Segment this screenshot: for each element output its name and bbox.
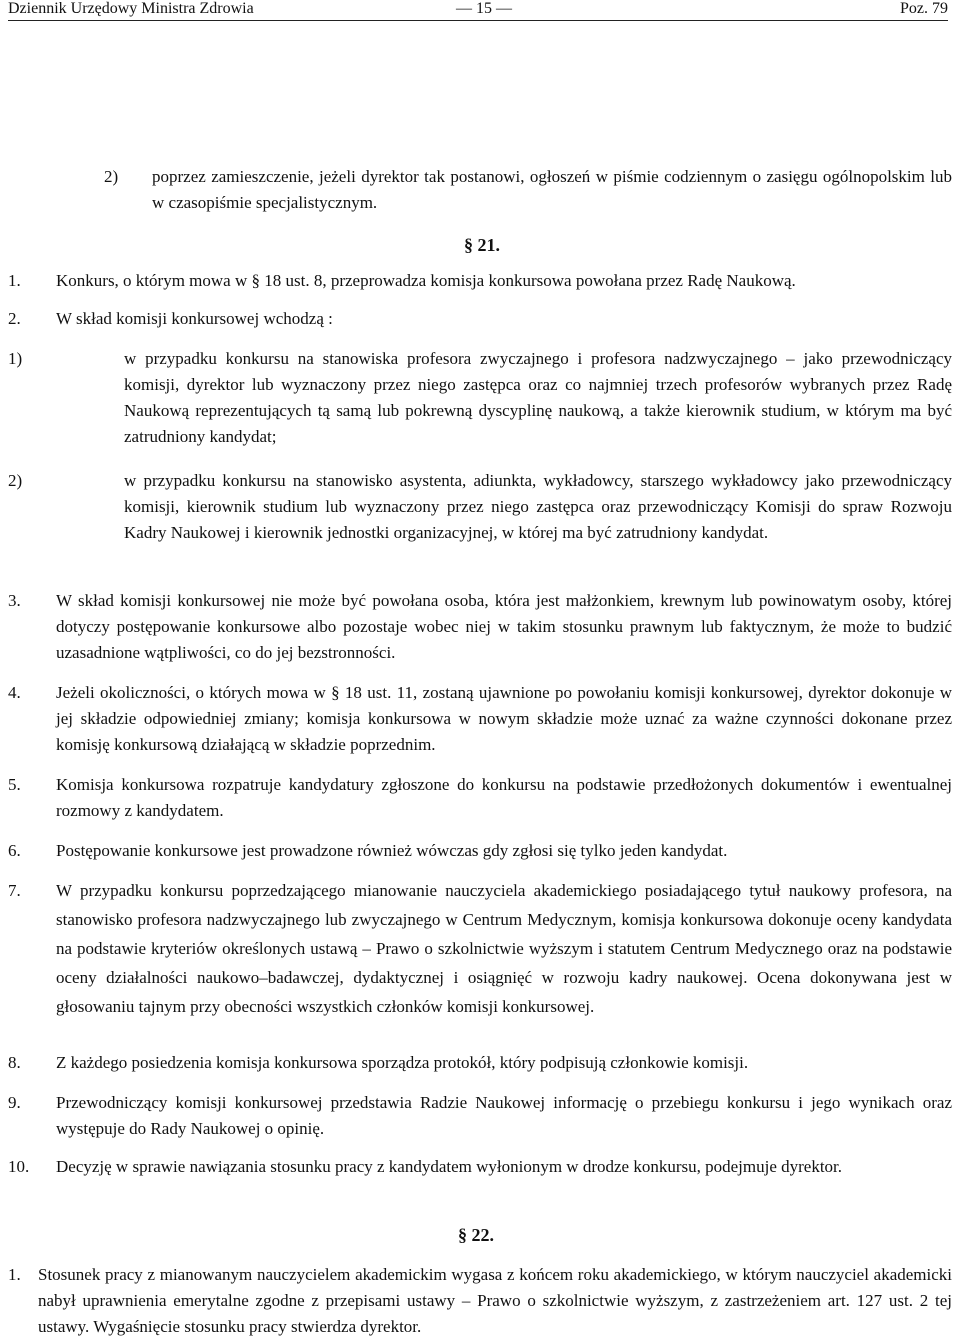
para-text: Jeżeli okoliczności, o których mowa w § 18 ust. 11, zostaną ujawnione po powołaniu komisji konkursowej, dyrektor dokonuje w jej składzie odpowiedniej zmiany; komisja konkursowa w nowym składzie może uznać za ważne czynności dokonane przez komisję konkursową działającą w składzie poprzednim.	[56, 683, 952, 754]
para-text: W skład komisji konkursowej nie może być powołana osoba, która jest małżonkiem, krewnym lub powinowatym osoby, której dotyczy postępowanie konkursowe albo pozostaje wobec niej w takim stosunku prawnym lub faktycznym, że może to budzić uzasadnione wątpliwości, co do jej bezstronności.	[56, 591, 952, 662]
para-number: 8.	[8, 1053, 21, 1072]
position-number: Poz. 79	[900, 0, 948, 17]
para-number: 6.	[8, 841, 21, 860]
section-22-heading: § 22.	[458, 1225, 494, 1245]
section-21-heading: § 21.	[464, 235, 500, 255]
para-number: 5.	[8, 775, 21, 794]
para-text: W przypadku konkursu poprzedzającego mianowanie nauczyciela akademickiego posiadającego tytuł naukowy profesora, na stanowisko profesora nadzwyczajnego lub zwyczajnego w Centrum Medycznym, komisja konkursowa dokonuje oceny kandydata na podstawie kryteriów określonych ustawą – Prawo o szkolnictwie wyższym i statutem Centrum Medycznego oraz na podstawie oceny działalności naukowo–badawczej, dydaktycznej i osiągnięć w rozwoju kadry naukowej. Ocena dokonywana jest w głosowaniu tajnym przy obecności wszystkich członków komisji konkursowej.	[56, 881, 952, 1016]
para-number: 9.	[8, 1093, 21, 1112]
running-header	[8, 0, 948, 22]
para-number: 10.	[8, 1157, 30, 1176]
para-number: 4.	[8, 683, 21, 702]
para-number: 1.	[8, 1265, 21, 1284]
para-text: Przewodniczący komisji konkursowej przedstawia Radzie Naukowej informację o przebiegu konkursu i jego wynikach oraz występuje do Rady Naukowej o opinię.	[56, 1093, 952, 1138]
para-number: 3.	[8, 591, 21, 610]
list-number: 2)	[8, 471, 23, 490]
para-text: Decyzję w sprawie nawiązania stosunku pracy z kandydatem wyłonionym w drodze konkursu, podejmuje dyrektor.	[56, 1157, 843, 1176]
page-number: — 15 —	[456, 0, 512, 17]
journal-title: Dziennik Urzędowy Ministra Zdrowia	[8, 0, 254, 17]
para-text: Z każdego posiedzenia komisja konkursowa sporządza protokół, który podpisują członkowie komisji.	[56, 1053, 749, 1072]
list-number: 1)	[8, 349, 23, 368]
para-text: Postępowanie konkursowe jest prowadzone również wówczas gdy zgłosi się tylko jeden kandydat.	[56, 841, 728, 860]
para-number: 1.	[8, 271, 21, 290]
para-number: 2.	[8, 309, 21, 328]
list-text: w przypadku konkursu na stanowiska profesora zwyczajnego i profesora nadzwyczajnego – jako przewodniczący komisji, dyrektor lub wyznaczony przez niego zastępca oraz co najmniej trzech profesorów wybranych przez Radę Naukową reprezentujących tą samą lub pokrewną dyscyplinę naukową, a także kierownik studium, w którym ma być zatrudniony kandydat;	[124, 349, 952, 446]
para-text: Stosunek pracy z mianowanym nauczycielem akademickim wygasa z końcem roku akademickiego, w którym nauczyciel akademicki nabył uprawnienia emerytalne zgodne z przepisami ustawy – Prawo o szkolnictwie wyższym, z zastrzeżeniem art. 127 ust. 2 tej ustawy. Wygaśnięcie stosunku pracy stwierdza dyrektor.	[38, 1265, 952, 1336]
para-text: Komisja konkursowa rozpatruje kandydatury zgłoszone do konkursu na podstawie przedłożonych dokumentów i ewentualnej rozmowy z kandydatem.	[56, 775, 952, 820]
header-rule	[8, 20, 948, 21]
list-text: poprzez zamieszczenie, jeżeli dyrektor tak postanowi, ogłoszeń w piśmie codziennym o zasięgu ogólnopolskim lub w czasopiśmie specjalistycznym.	[152, 167, 952, 212]
list-text: w przypadku konkursu na stanowisko asystenta, adiunkta, wykładowcy, starszego wykładowcy jako przewodniczący komisji, kierownik studium lub wyznaczony przez niego zastępca oraz przewodniczący Komisji do spraw Rozwoju Kadry Naukowej i kierownik jednostki organizacyjnej, w której ma być zatrudniony kandydat.	[124, 471, 952, 542]
para-text: Konkurs, o którym mowa w § 18 ust. 8, przeprowadza komisja konkursowa powołana przez Radę Naukową.	[56, 271, 796, 290]
list-number: 2)	[104, 167, 119, 186]
para-text: W skład komisji konkursowej wchodzą :	[56, 309, 333, 328]
para-number: 7.	[8, 881, 21, 900]
